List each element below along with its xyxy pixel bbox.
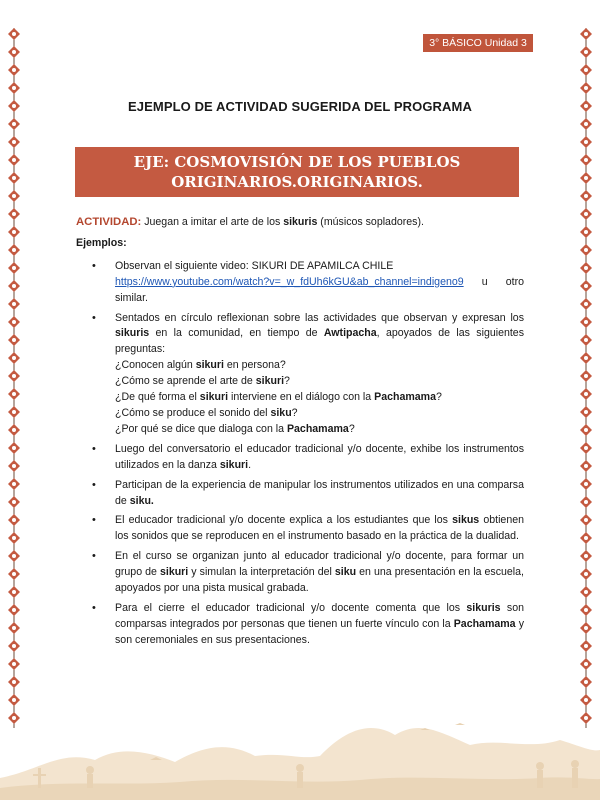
video-link[interactable]: https://www.youtube.com/watch?v=_w_fdUh6kGU&ab_channel=indigeno9 <box>115 275 464 288</box>
program-title: EJEMPLO DE ACTIVIDAD SUGERIDA DEL PROGRAMA <box>128 99 472 114</box>
bullet-icon: • <box>92 514 96 527</box>
list-item: • Participan de la experiencia de manipular los instrumentos utilizados en una comparsa de siku. <box>92 478 524 507</box>
question-5: ¿Por qué se dice que dialoga con la Pachamama? <box>115 422 355 435</box>
left-decorative-border <box>6 28 22 728</box>
list-item: • Luego del conversatorio el educador tradicional y/o docente, exhibe los instrumentos utilizados en la danza sikuri. <box>92 442 524 471</box>
activity-statement: ACTIVIDAD: Juegan a imitar el arte de los sikuris (músicos sopladores). <box>76 216 424 228</box>
bullet-icon: • <box>92 311 96 324</box>
examples-heading: Ejemplos: <box>76 236 127 249</box>
question-3: ¿De qué forma el sikuri interviene en el diálogo con la Pachamama? <box>115 391 442 404</box>
bullet-icon: • <box>92 550 96 563</box>
axis-title-line-2: ORIGINARIOS.ORIGINARIOS. <box>171 173 423 191</box>
examples-list <box>76 259 524 649</box>
axis-title-box <box>75 147 519 197</box>
list-item: • Para el cierre el educador tradicional y/o docente comenta que los sikuris son comparsas integrados por personas que tienen un fuerte vínculo con la Pachamama y son ceremoniales en sus presentaciones. <box>92 601 524 646</box>
question-4: ¿Cómo se produce el sonido del siku? <box>115 406 298 419</box>
axis-title-line-1: EJE: COSMOVISIÓN DE LOS PUEBLOS <box>133 153 461 171</box>
list-item: • El educador tradicional y/o docente explica a los estudiantes que los sikus obtienen los sonidos que se reproducen en el instrumento basado en la práctica de la dualidad. <box>92 514 524 543</box>
landscape-footer-illustration <box>0 690 600 800</box>
list-item: • Sentados en círculo reflexionan sobre las actividades que observan y expresan los sikuris en la comunidad, en tiempo de Awtipacha, apoyados de las siguientes preguntas: ¿Conocen algún sikuri en persona? ¿Cómo se aprende el arte de sikuri? ¿De qué forma el sikuri interviene en el diálogo con la Pachamama? ¿Cómo se produce el sonido del siku? ¿Por qué se dice que dialoga con la Pachamama? <box>76 311 524 438</box>
activity-label: ACTIVIDAD: <box>76 216 142 228</box>
question-1: ¿Conocen algún sikuri en persona? <box>115 359 286 372</box>
bullet-icon: • <box>92 478 96 491</box>
grade-unit-tab: 3° BÁSICO Unidad 3 <box>423 34 533 52</box>
bullet-icon: • <box>92 259 96 272</box>
right-decorative-border <box>578 28 594 728</box>
activity-content <box>76 215 524 653</box>
list-item: • Observan el siguiente video: SIKURI DE APAMILCA CHILE https://www.youtube.com/watch?v=_w_fdUh6kGU&ab_channel=indigeno9 u otro similar. <box>92 259 524 304</box>
question-2: ¿Cómo se aprende el arte de sikuri? <box>115 375 290 388</box>
bullet-icon: • <box>92 601 96 614</box>
bullet-icon: • <box>92 442 96 455</box>
list-item: • En el curso se organizan junto al educador tradicional y/o docente, para formar un grupo de sikuri y simulan la interpretación del siku en una presentación en la escuela, apoyados por una pista musical grabada. <box>92 550 524 595</box>
